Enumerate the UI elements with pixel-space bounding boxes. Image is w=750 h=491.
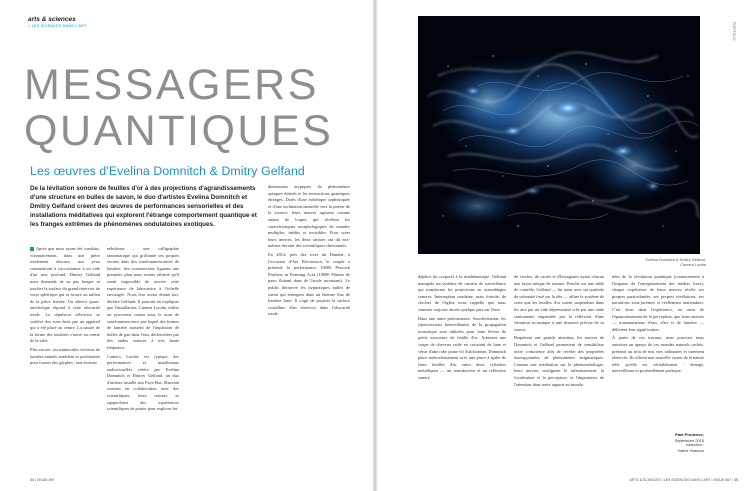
- body-paragraph: Camera Lucida est typique des performances et installations audiovisuelles créées par Evelina Domnitch et Dmitry Gelfand, un duo d'artistes installé aux Pays-Bas. Œuvrant souvent en collaboration avec des scientifiques, leurs travaux se rapprochent des expériences scientifiques de pointe pour explorer les: [107, 353, 179, 412]
- author-signature: [612, 432, 704, 454]
- article-start-marker: [30, 247, 34, 251]
- body-paragraph: Après que nous ayons été conduits, volontairement, dans une pièce totalement obscure, nos yeux commencent à s'accoutumer à un vide d'un noir profond. Dmitry Gelfand nous demande de ne pas bouger ni toucher la surface du grand réservoir de verre sphérique qui se trouve au milieu de la pièce fermée. Un silence quasi-anechoïque répond à cette obscurité totale. La répulsion sélectrice se soulève des sons émis par un appareil qui a été placé au centre. La nature de la forme des tonalités s'ancre au centre de la salle.: [30, 246, 100, 344]
- translation-label: traduction :: [686, 443, 704, 447]
- page-folio-left: [30, 478, 54, 482]
- issue-label: • ISSUE #87: [34, 478, 55, 482]
- body-column-2: [107, 246, 179, 472]
- section-footer-label: ARTS & SCIENCES | LES SCIENCES DANS L'ART: [629, 478, 711, 482]
- caption-work: Camera Lucida: [680, 263, 706, 267]
- lead-paragraph: De la lévitation sonore de feuilles d'or à des projections d'agrandissements d'une structure en bulles de savon, le duo d'artistes Evelina Domnitch et Dmitry Gelfand créent des œuvres de performances sensorielles et des installations méditatives qui explorent l'étrange comportement quantique et les franges extrêmes de phénomènes ondulatoires exotiques.: [30, 185, 257, 228]
- body-paragraph: Plus encore, ces minuscules vecteurs de lumière animés semblent se positionner pour former des glyphes ; une écriture: [30, 346, 100, 366]
- section-header: [28, 16, 87, 28]
- title-line-1: MESSAGERS: [24, 61, 319, 109]
- body-paragraph: Requérant une grande attention, les œuvres de Domnitch et Gelfand permettent de sensibiliser notre conscience afin de révéler des propriétés insoupçonnées de phénomènes énigmatiques. Comme une méditation sur la phénoménologie, leurs œuvres soulignent le ralentissement, la focalisation et la perception, et l'importance de l'attention dans notre rapport au monde.: [514, 335, 604, 387]
- author-name: Paul Prudence,: [675, 432, 704, 437]
- issue-label: • ISSUE #87 •: [711, 478, 734, 482]
- section-subtitle: > LES SCIENCES DANS L'ART: [28, 24, 87, 28]
- page-number: 35: [734, 478, 738, 482]
- body-paragraph: nébuleuse ; une calligraphie fantomatique qui griffonne ses propres secrets dans des sonoluminescences de lumière. Ses constructions figurent une première plan nous avions affirmé qu'il serait impossible de recréer cette expérience de laboratoire à l'échelle envisagée. Nous leur avons donné tort, déclare Gelfand. Il pourrait en expliquer que l'installation, Camera Lucida, utilise un processus connu sous le nom de sonoluminescence par lequel des formes de lumière naissent de l'implosion de bulles de gaz dans l'eau, déclenchées par des ondes sonores à très haute fréquence.: [107, 246, 179, 350]
- body-paragraph: En 2014, près des rives du Danube, à l'occasion d'Ars Electronica, le couple a présenté la performance 10000 Peacock Feathers in Foaming Acid (10000 Plumes de paon flottant dans de l'acide moussant). Le public découvre les hypnotiques bulles de savon qui émergent dans un énorme flux de lumière laser. Il s'agit de projeter la surface cristalline d'un réservoir dans l'obscurité totale.: [268, 251, 350, 317]
- sonoluminescence-image: [418, 16, 700, 254]
- photo-caption: [626, 258, 706, 268]
- body-paragraph: de cercles, de carrés et d'hexagones ayant chacun une façon unique de tourner. Penché sur une table de contrôle, Gelfand — lui aussi avec un symbole de solennité tissé sur la tête — affine le système de sorte que les feuilles d'or soient suspendues dans les airs par un vide dépressurisé créé par une onde stationnaire engendrée par la réflexion d'une vibration acoustique à une distance précise de sa source.: [514, 274, 604, 332]
- body-column-4: [418, 274, 506, 472]
- body-paragraph: nées de la révolution quantique (contrairement à l'impasse de l'enregistrement des médias fixes), chaque expérience de leurs œuvres révèle ses propres particularités, ses propres révélations, ses narrations sous-jacentes et réellement inattendues. C'est donc dans l'expérience, au cœur de l'épanouissement de la perception, que leurs œuvres — transmutations d'eau, d'air et de lumière — délivrent leur signification.: [612, 274, 704, 332]
- body-column-5: [514, 274, 604, 472]
- section-title: arts & sciences: [28, 16, 76, 23]
- right-page: [376, 0, 750, 491]
- body-column-3: [268, 184, 350, 472]
- section-side-tag: PORTFOLIO: [732, 22, 736, 41]
- body-paragraph: À partir de ces travaux, nous pouvons nous autoriser un aperçu de ces mondes naturels cachés, présents au sein de nos vies ordinaires et rarement observés. Ils offrent une nouvelle vision de la nature telle qu'elle est véritablement : étrange, merveilleuse et profondément poétique.: [612, 335, 704, 374]
- body-paragraph: Dans une autre performance, Sonolevitation, les répercussions bienveillantes de la propagation acoustique sont utilisées pour faire léviter de petits morceaux de feuille d'or. Arborant une coupe de cheveux raide en croissant de lune et vêtue d'une robe jaune vif d'alchimiste, Domnitch place méticuleusement avec une pince à épiler de fines feuilles d'or entre deux cylindres métalliques — un transducteur et un réflecteur sonore.: [418, 315, 506, 380]
- camera-lucida-photo: [418, 16, 700, 254]
- body-column-6: [612, 274, 704, 424]
- left-page: [0, 0, 374, 491]
- article-subtitle: Les œuvres d'Evelina Domnitch & Dmitry Gelfand: [30, 164, 305, 178]
- body-paragraph: déplace du corporel à la mathématique. Gelfand manipule un système de caméra de surveillance qui transforme les projections en assemblages sonores. Interruption soudaine, mais fortuite, de cloches de l'église nous rappelle que nous sommes toujours ancrés quelque part sur Terre.: [418, 274, 506, 312]
- title-line-2: QUANTIQUES: [24, 107, 334, 155]
- author-date: Septembre 2015: [674, 437, 704, 443]
- article-title: [24, 62, 364, 154]
- page-number: 34: [30, 478, 34, 482]
- caption-artists: Evelina Domnitch & Dmitry Gelfand,: [645, 258, 706, 262]
- translator-name: Valérie Vivancos: [677, 448, 704, 453]
- page-gutter: [372, 0, 378, 491]
- body-paragraph: dimensions atypiques de phénomènes optiques éthérés et les interactions quantiques étranges. Dotés d'une esthétique sophistiquée et d'une inclination naturelle vers la poésie de la science, leurs œuvres agissent comme autant de loupes qui révèlent les caractéristiques morphologiques de mondes multiples, inédits et invisibles. Pour créer leurs œuvres, les deux artistes ont dû eux-mêmes devenir des scientifiques chevronnés.: [268, 184, 350, 249]
- page-folio-right: [629, 478, 738, 482]
- body-column-1: [30, 246, 100, 472]
